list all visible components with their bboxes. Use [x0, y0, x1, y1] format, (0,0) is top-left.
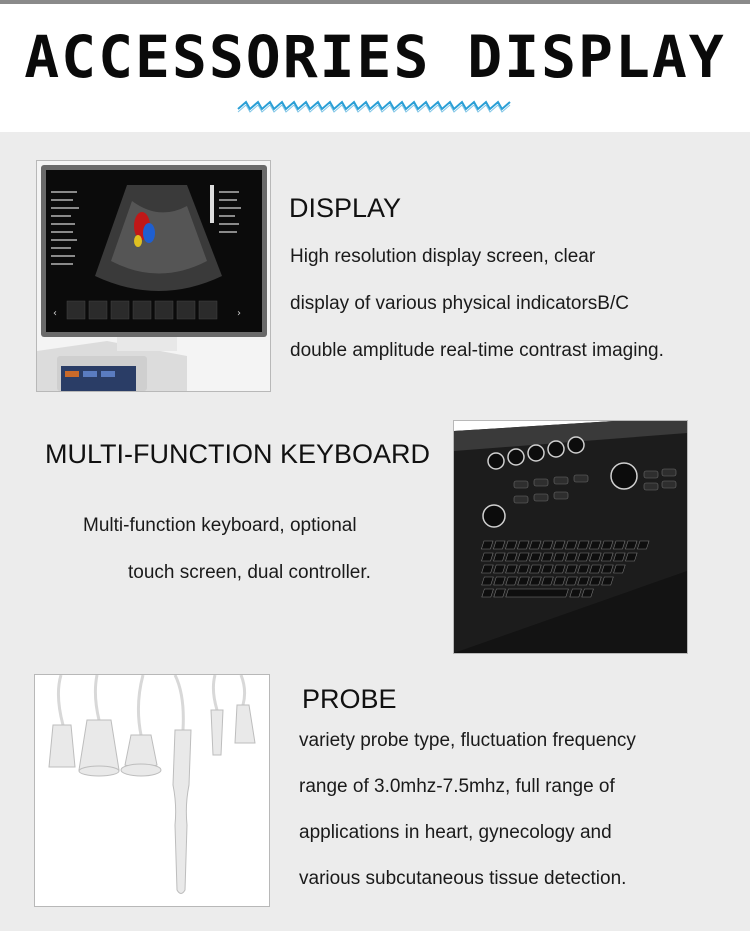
keyboard-heading: MULTI-FUNCTION KEYBOARD: [45, 439, 431, 469]
probe-heading: PROBE: [302, 684, 397, 714]
wave-divider-icon: [236, 99, 514, 113]
keyboard-text-line: Multi-function keyboard, optional: [83, 515, 357, 536]
probe-text-line: various subcutaneous tissue detection.: [299, 868, 627, 889]
svg-text:‹: ‹: [53, 308, 57, 319]
header: [0, 4, 750, 132]
probe-text-line: range of 3.0mhz-7.5mhz, full range of: [299, 776, 615, 797]
keyboard-text-line: touch screen, dual controller.: [128, 562, 371, 583]
display-image: [36, 160, 271, 392]
probe-image: [34, 674, 270, 907]
page-title: ACCESSORIES DISPLAY: [24, 23, 726, 91]
probe-text-line: variety probe type, fluctuation frequency: [299, 730, 636, 751]
display-text-line: display of various physical indicatorsB/C: [290, 293, 629, 314]
display-heading: DISPLAY: [289, 193, 402, 223]
display-text-line: High resolution display screen, clear: [290, 246, 596, 267]
keyboard-image: [453, 420, 688, 654]
probe-text-line: applications in heart, gynecology and: [299, 822, 612, 843]
display-text-line: double amplitude real-time contrast imaging.: [290, 340, 664, 361]
svg-text:›: ›: [237, 308, 241, 319]
